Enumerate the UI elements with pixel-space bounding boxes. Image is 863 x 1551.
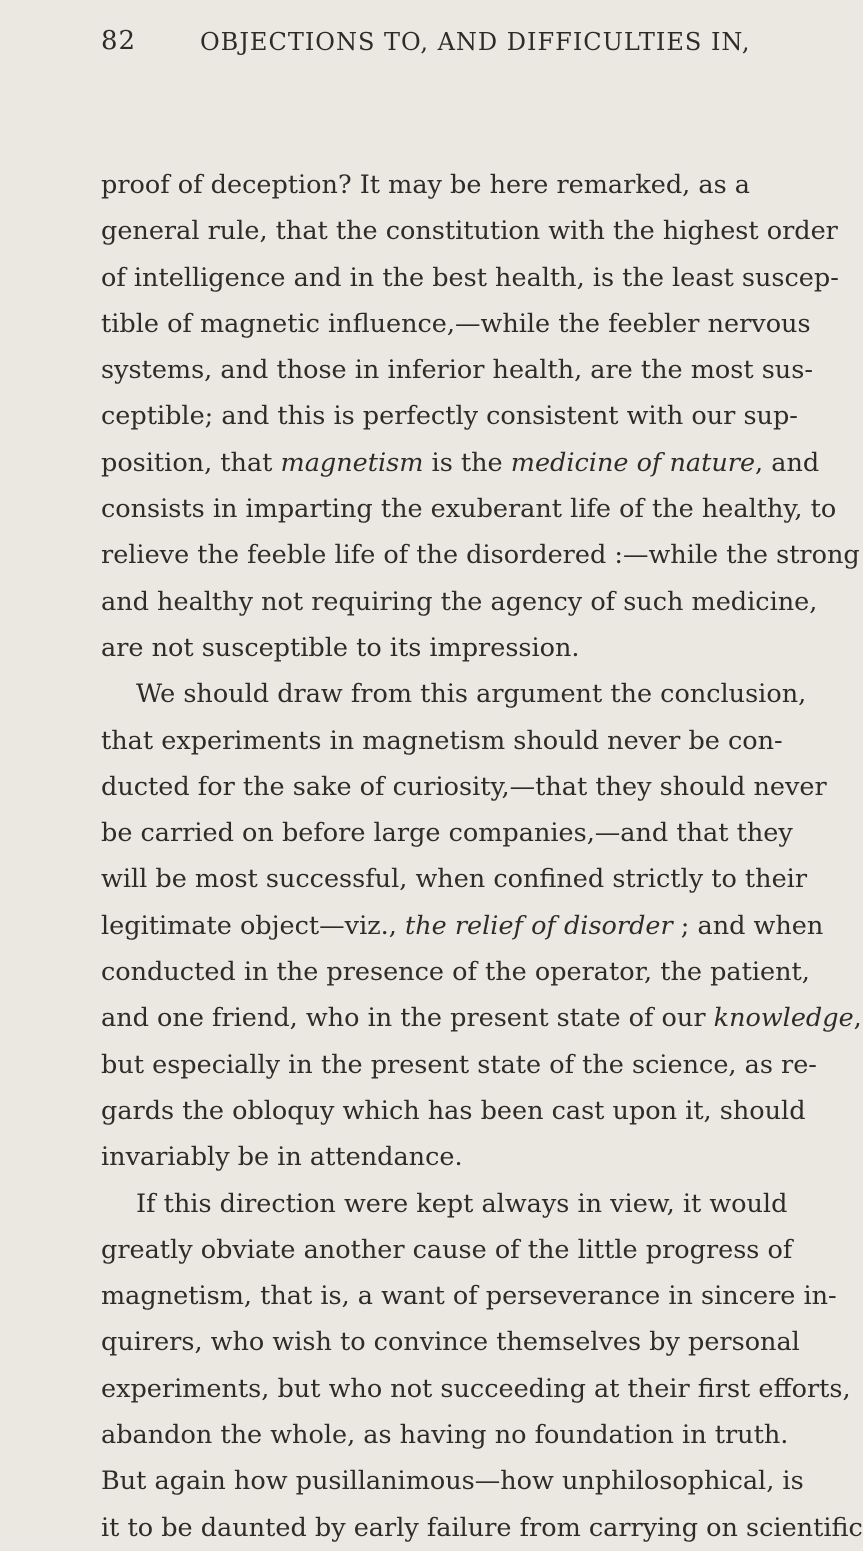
text-line (101, 625, 740, 671)
text-segment: invariably be in attendance. (101, 1142, 463, 1173)
text-segment: gards the obloquy which has been cast upon it, should (101, 1095, 806, 1126)
text-line (101, 995, 862, 1041)
text-line (101, 1273, 837, 1319)
text-line (101, 347, 813, 393)
text-line (101, 764, 827, 810)
text-segment: will be most successful, when confined strictly to their (101, 864, 808, 895)
text-line (101, 949, 810, 995)
text-segment: magnetism, that is, a want of perseverance in sincere in- (101, 1281, 837, 1312)
text-segment: experiments, but who not succeeding at their first efforts, (101, 1373, 851, 1404)
text-segment: consists in imparting the exuberant life of the healthy, to (101, 494, 837, 525)
text-line (101, 903, 824, 949)
text-segment: but especially in the present state of the science, as re- (101, 1049, 817, 1080)
text-line (101, 486, 837, 532)
text-line (101, 208, 838, 254)
text-line (101, 255, 839, 301)
text-line (101, 671, 807, 717)
italic-text: the relief of disorder (404, 910, 673, 941)
text-segment: tible of magnetic influence,—while the feebler nervous (101, 308, 811, 339)
text-segment: and one friend, who in the present state of our (101, 1003, 714, 1034)
text-line (101, 718, 783, 764)
text-line (101, 1319, 800, 1365)
text-line (101, 1366, 851, 1412)
text-line (101, 1088, 806, 1134)
text-segment: , (853, 1003, 862, 1034)
text-segment: be carried on before large companies,—and that they (101, 818, 793, 849)
text-segment: abandon the whole, as having no foundation in truth. (101, 1420, 789, 1451)
text-segment: are not susceptible to its impression. (101, 632, 580, 663)
text-line (101, 1227, 793, 1273)
text-segment: But again how pusillanimous—how unphilosophical, is (101, 1466, 804, 1497)
text-segment: it to be daunted by early failure from carrying on scientific (101, 1512, 863, 1543)
text-segment: , and (755, 447, 820, 478)
text-segment: conducted in the presence of the operator, the patient, (101, 957, 810, 988)
text-segment: and healthy not requiring the agency of such medicine, (101, 586, 818, 617)
text-line (101, 1134, 740, 1180)
italic-text: knowledge (713, 1003, 854, 1034)
text-segment: systems, and those in inferior health, are the most sus- (101, 355, 813, 386)
text-line (101, 532, 860, 578)
page-number: 82 (101, 26, 137, 56)
text-segment: position, that (101, 447, 281, 478)
text-segment: relieve the feeble life of the disordered :—while the strong (101, 540, 860, 571)
text-line (101, 1181, 788, 1227)
text-segment: quirers, who wish to convince themselves by personal (101, 1327, 800, 1358)
text-line (101, 856, 808, 902)
text-segment: ducted for the sake of curiosity,—that they should never (101, 771, 827, 802)
text-line (101, 1458, 804, 1504)
text-line (101, 1412, 789, 1458)
text-segment: greatly obviate another cause of the little progress of (101, 1234, 793, 1265)
text-line (101, 810, 793, 856)
text-segment: legitimate object—viz., (101, 910, 405, 941)
text-segment: that experiments in magnetism should never be con- (101, 725, 783, 756)
text-line (101, 579, 818, 625)
text-segment: is the (423, 447, 511, 478)
text-line (101, 440, 820, 486)
text-segment: If this direction were kept always in view, it would (136, 1188, 788, 1219)
text-segment: of intelligence and in the best health, is the least suscep- (101, 262, 839, 293)
text-segment: We should draw from this argument the conclusion, (136, 679, 807, 710)
italic-text: medicine of nature (510, 447, 756, 478)
italic-text: magnetism (280, 447, 424, 478)
running-head-title: OBJECTIONS TO, AND DIFFICULTIES IN, (200, 28, 751, 56)
text-segment: ; and when (672, 910, 824, 941)
text-line (101, 301, 811, 347)
body-text (101, 162, 863, 1551)
running-head (101, 26, 751, 66)
text-line (101, 1505, 863, 1551)
text-segment: ceptible; and this is perfectly consistent with our sup- (101, 401, 798, 432)
text-segment: proof of deception? It may be here remarked, as a (101, 170, 750, 200)
text-segment: general rule, that the constitution with the highest order (101, 216, 838, 247)
text-line (101, 1042, 817, 1088)
text-line (101, 162, 750, 208)
text-line (101, 393, 798, 439)
